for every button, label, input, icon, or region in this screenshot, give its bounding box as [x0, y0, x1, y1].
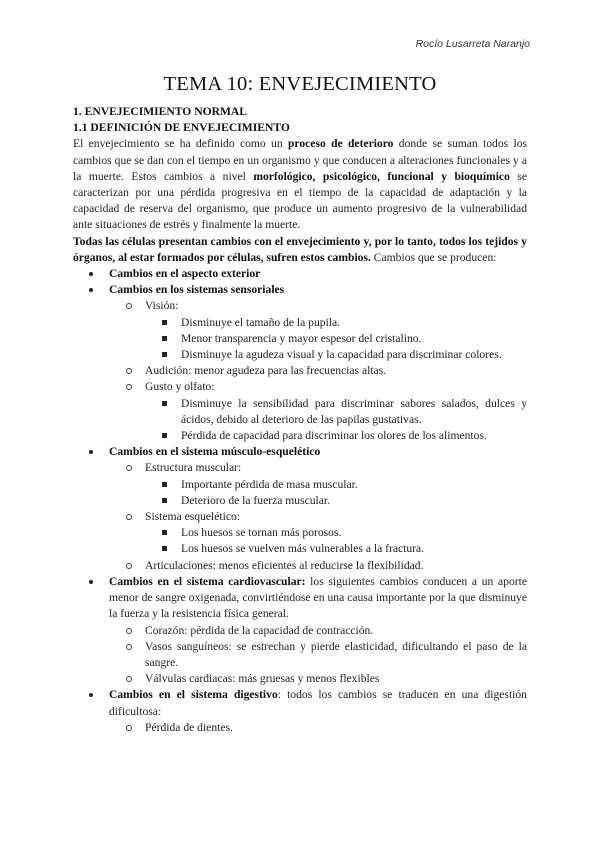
author-name: Rocío Lusarreta Naranjo	[415, 38, 530, 50]
list-item: Cambios en el sistema músculo-esquelético Estructura muscular: Importante pérdida de masa muscular. Deterioro de la fuerza muscular. Sistema esquelético: Los huesos se tornan más porosos. Los huesos se vuelven más vulnerables a la fractura. Articulaciones: menos eficientes al reducirse la flexibilidad.	[73, 444, 527, 574]
list-item: Cambios en el sistema digestivo: todos los cambios se traducen en una digestión dificultosa: Pérdida de dientes.	[73, 687, 527, 736]
list-item: Corazón: pérdida de la capacidad de contracción.	[73, 623, 527, 639]
list-item: Los huesos se vuelven más vulnerables a la fractura.	[73, 541, 527, 557]
list-item: Menor transparencia y mayor espesor del cristalino.	[73, 331, 527, 347]
page-title: TEMA 10: ENVEJECIMIENTO	[163, 73, 437, 95]
list-item: Cambios en los sistemas sensoriales Visión: Disminuye el tamaño de la pupila. Menor transparencia y mayor espesor del cristalino. Disminuye la agudeza visual y la capacidad para discriminar colores. Audición: menor agudeza para las frecuencias altas. Gusto y olfato: Disminuye la sensibilidad para discriminar sabores salados, dulces y ácidos, debido al deterioro de las papilas gustativas. Pérdida de capacidad para discriminar los olores de los alimentos.	[73, 282, 527, 444]
list-item: Válvulas cardiacas: más gruesas y menos flexibles	[73, 671, 527, 687]
list-item: Gusto y olfato: Disminuye la sensibilidad para discriminar sabores salados, dulces y ácidos, debido al deterioro de las papilas gustativas. Pérdida de capacidad para discriminar los olores de los alimentos.	[73, 379, 527, 444]
list-item: Disminuye la sensibilidad para discriminar sabores salados, dulces y ácidos, debido al deterioro de las papilas gustativas.	[73, 396, 527, 428]
list-item: Importante pérdida de masa muscular.	[73, 477, 527, 493]
list-item: Visión: Disminuye el tamaño de la pupila. Menor transparencia y mayor espesor del cristalino. Disminuye la agudeza visual y la capacidad para discriminar colores.	[73, 298, 527, 363]
list-item: Disminuye la agudeza visual y la capacidad para discriminar colores.	[73, 347, 527, 363]
list-item: Pérdida de capacidad para discriminar los olores de los alimentos.	[73, 428, 527, 444]
list-item: Estructura muscular: Importante pérdida de masa muscular. Deterioro de la fuerza muscular.	[73, 460, 527, 509]
list-item: Articulaciones: menos eficientes al reducirse la flexibilidad.	[73, 558, 527, 574]
list-item: Pérdida de dientes.	[73, 720, 527, 736]
list-item: Disminuye el tamaño de la pupila.	[73, 315, 527, 331]
section-heading: 1. ENVEJECIMIENTO NORMAL	[73, 105, 248, 118]
list-item: Los huesos se tornan más porosos.	[73, 525, 527, 541]
document-body	[73, 104, 527, 736]
list-item: Cambios en el sistema cardiovascular: los siguientes cambios conducen a un aporte menor de sangre oxigenada, convirtiéndose en una causa importante por la que disminuye la fuerza y la resistencia física general. Corazón: pérdida de la capacidad de contracción. Vasos sanguíneos: se estrechan y pierde elasticidad, dificultando el paso de la sangre. Válvulas cardiacas: más gruesas y menos flexibles	[73, 574, 527, 687]
list-item: Vasos sanguíneos: se estrechan y pierde elasticidad, dificultando el paso de la sangre.	[73, 639, 527, 671]
cells-paragraph: Todas las células presentan cambios con el envejecimiento y, por lo tanto, todos los tejidos y órganos, al estar formados por células, sufren estos cambios. Cambios que se producen:	[73, 234, 527, 264]
list-item: Cambios en el aspecto exterior	[73, 266, 527, 282]
definition-paragraph: El envejecimiento se ha definido como un proceso de deterioro donde se suman todos los cambios que se dan con el tiempo en un organismo y que conducen a alteraciones funcionales y a la muerte. Estos cambios a nivel morfológico, psicológico, funcional y bioquímico se caracterizan por una pérdida progresiva en el tiempo de la capacidad de adaptación y la capacidad de reserva del organismo, que produce un aumento progresivo de la vulnerabilidad ante situaciones de estrés y finalmente la muerte.	[73, 137, 528, 232]
list-item: Deterioro de la fuerza muscular.	[73, 493, 527, 509]
changes-list	[73, 266, 527, 736]
list-item: Audición: menor agudeza para las frecuencias altas.	[73, 363, 527, 379]
subsection-heading: 1.1 DEFINICIÓN DE ENVEJECIMIENTO	[73, 121, 290, 135]
list-item: Sistema esquelético: Los huesos se tornan más porosos. Los huesos se vuelven más vulnerables a la fractura.	[73, 509, 527, 558]
